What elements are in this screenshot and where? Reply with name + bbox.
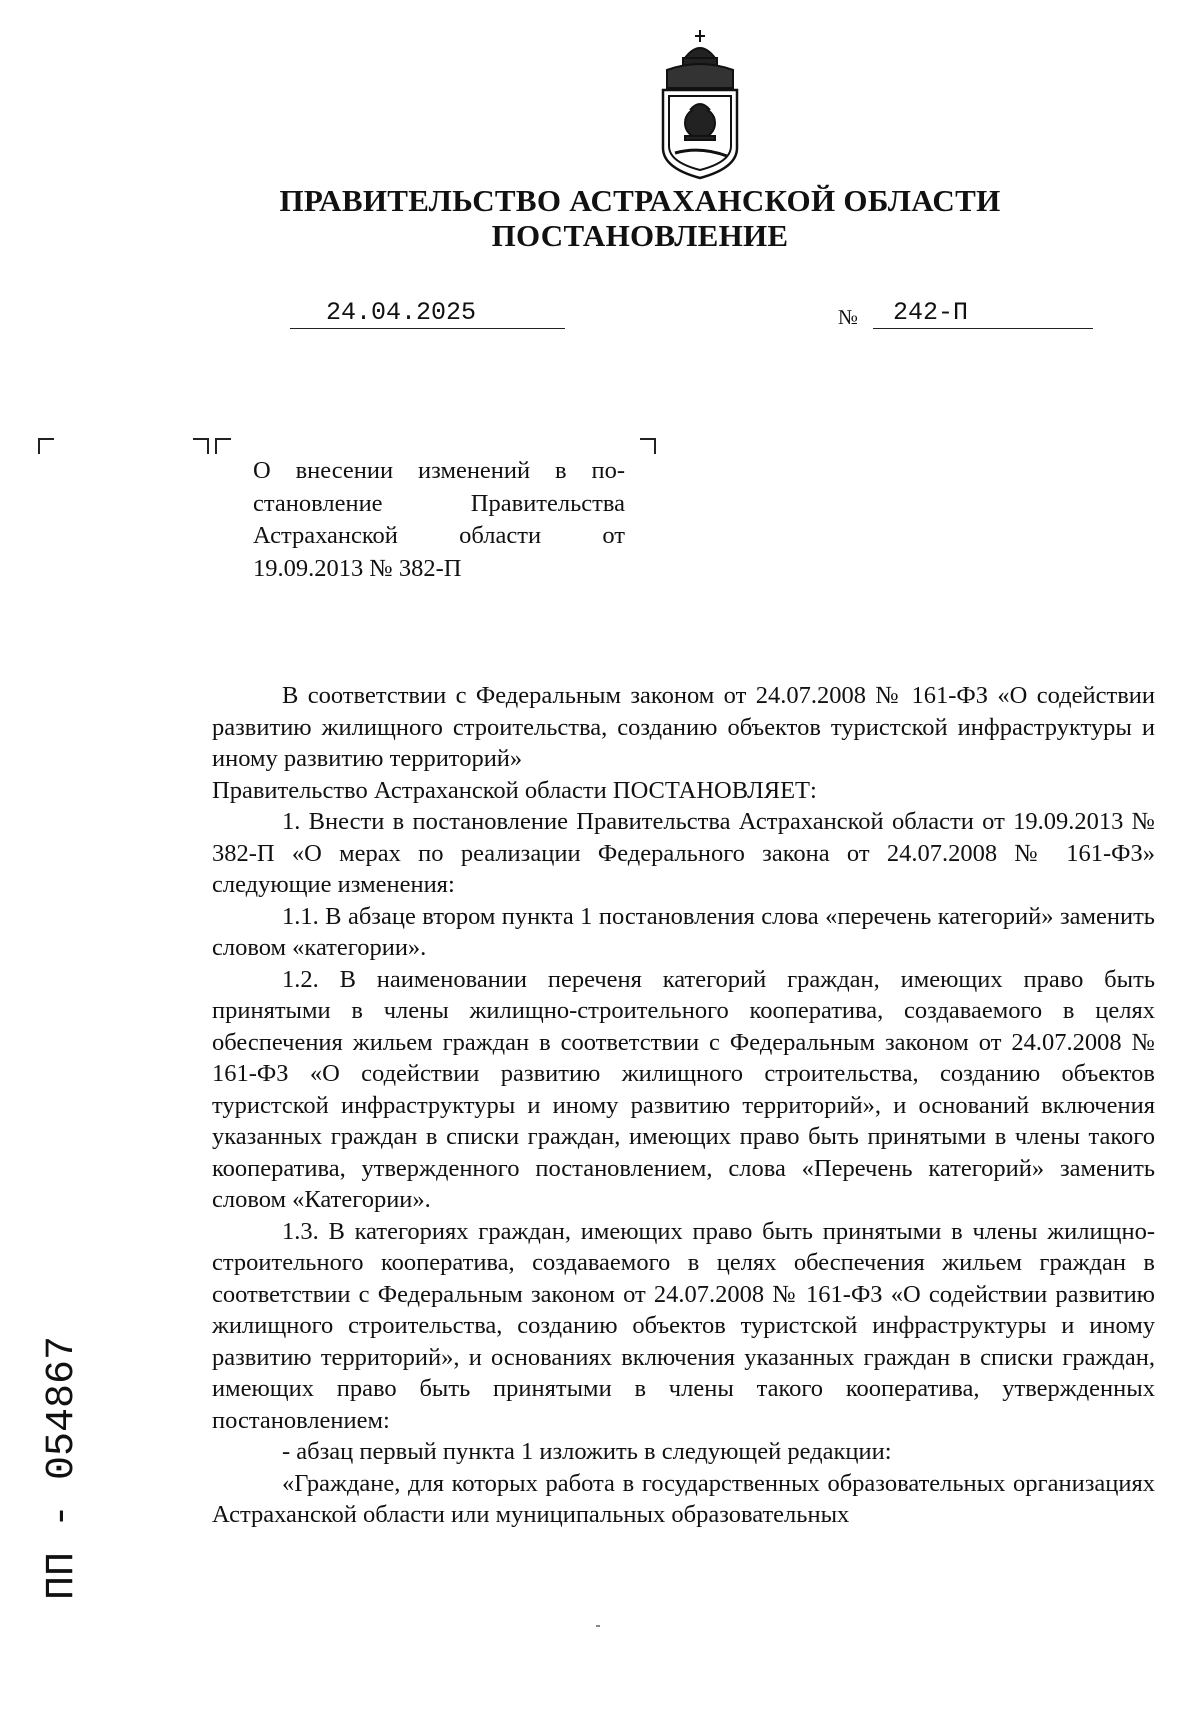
coat-of-arms-icon bbox=[645, 28, 755, 188]
organization-title: ПРАВИТЕЛЬСТВО АСТРАХАНСКОЙ ОБЛАСТИ bbox=[279, 183, 1001, 218]
item-1-3-paragraph: 1.3. В категориях граждан, имеющих право быть принятыми в члены жилищно-строительного кооператива, создаваемого в целях обеспечения жильем граждан в соответствии с Федеральным законом от 24.07.2008 № 161-ФЗ «О содействии развитию жилищного строительства, созданию объектов туристской инфраструктуры и иному развитию территорий», и основаниях включения указанных граждан в списки граждан, имеющих право быть принятыми в члены такого кооператива, утвержденных постановлением: bbox=[212, 1217, 1155, 1434]
number-label: № bbox=[838, 305, 859, 329]
document-body bbox=[212, 680, 1155, 1531]
corner-mark-subject-left bbox=[215, 438, 231, 454]
serial-stamp: ПП - 054867 bbox=[40, 1335, 85, 1600]
amendment-intro-paragraph: - абзац первый пункта 1 изложить в следующей редакции: bbox=[282, 1438, 892, 1465]
document-date: 24.04.2025 bbox=[290, 298, 565, 329]
corner-mark-subject-right bbox=[640, 438, 656, 454]
subject-line: О внесении изменений в по- bbox=[253, 457, 625, 484]
preamble-paragraph: В соответствии с Федеральным законом от 24.07.2008 № 161-ФЗ «О содействии развитию жилищного строительства, созданию объектов туристской инфраструктуры и иному развитию территорий» bbox=[212, 682, 1155, 772]
corner-mark-top-left bbox=[38, 438, 54, 454]
document-subject bbox=[253, 455, 625, 585]
document-number: 242-П bbox=[873, 298, 1093, 329]
subject-line: Астраханской области от bbox=[253, 522, 625, 549]
corner-mark-top-right-left bbox=[193, 438, 209, 454]
amendment-text-paragraph: «Граждане, для которых работа в государственных образовательных организациях Астраханской области или муниципальных образовательных bbox=[212, 1469, 1155, 1528]
item-1-2-paragraph: 1.2. В наименовании переченя категорий граждан, имеющих право быть принятыми в члены жилищно-строительного кооператива, создаваемого в целях обеспечения жильем граждан в соответствии с Федеральным законом от 24.07.2008 № 161-ФЗ «О содействии развитию жилищного строительства, созданию объектов туристской инфраструктуры и иному развитию территорий», и оснований включения указанных граждан в списки граждан, имеющих право быть принятыми в члены такого кооператива, утвержденного постановлением, слова «Перечень категорий» заменить словом «Категории». bbox=[212, 965, 1155, 1213]
item-1-1-paragraph: 1.1. В абзаце втором пункта 1 постановления слова «перечень категорий» заменить словом «категории». bbox=[212, 902, 1155, 961]
document-type-title: ПОСТАНОВЛЕНИЕ bbox=[491, 218, 789, 253]
scan-dot bbox=[596, 1625, 600, 1627]
resolution-paragraph: Правительство Астраханской области ПОСТАНОВЛЯЕТ: bbox=[212, 776, 817, 804]
subject-line: 19.09.2013 № 382-П bbox=[253, 554, 462, 582]
subject-line: становление Правительства bbox=[253, 489, 625, 517]
item-1-paragraph: 1. Внести в постановление Правительства Астраханской области от 19.09.2013 № 382-П «О мерах по реализации Федерального закона от 24.07.2008 № 161-ФЗ» следующие изменения: bbox=[212, 808, 1155, 898]
